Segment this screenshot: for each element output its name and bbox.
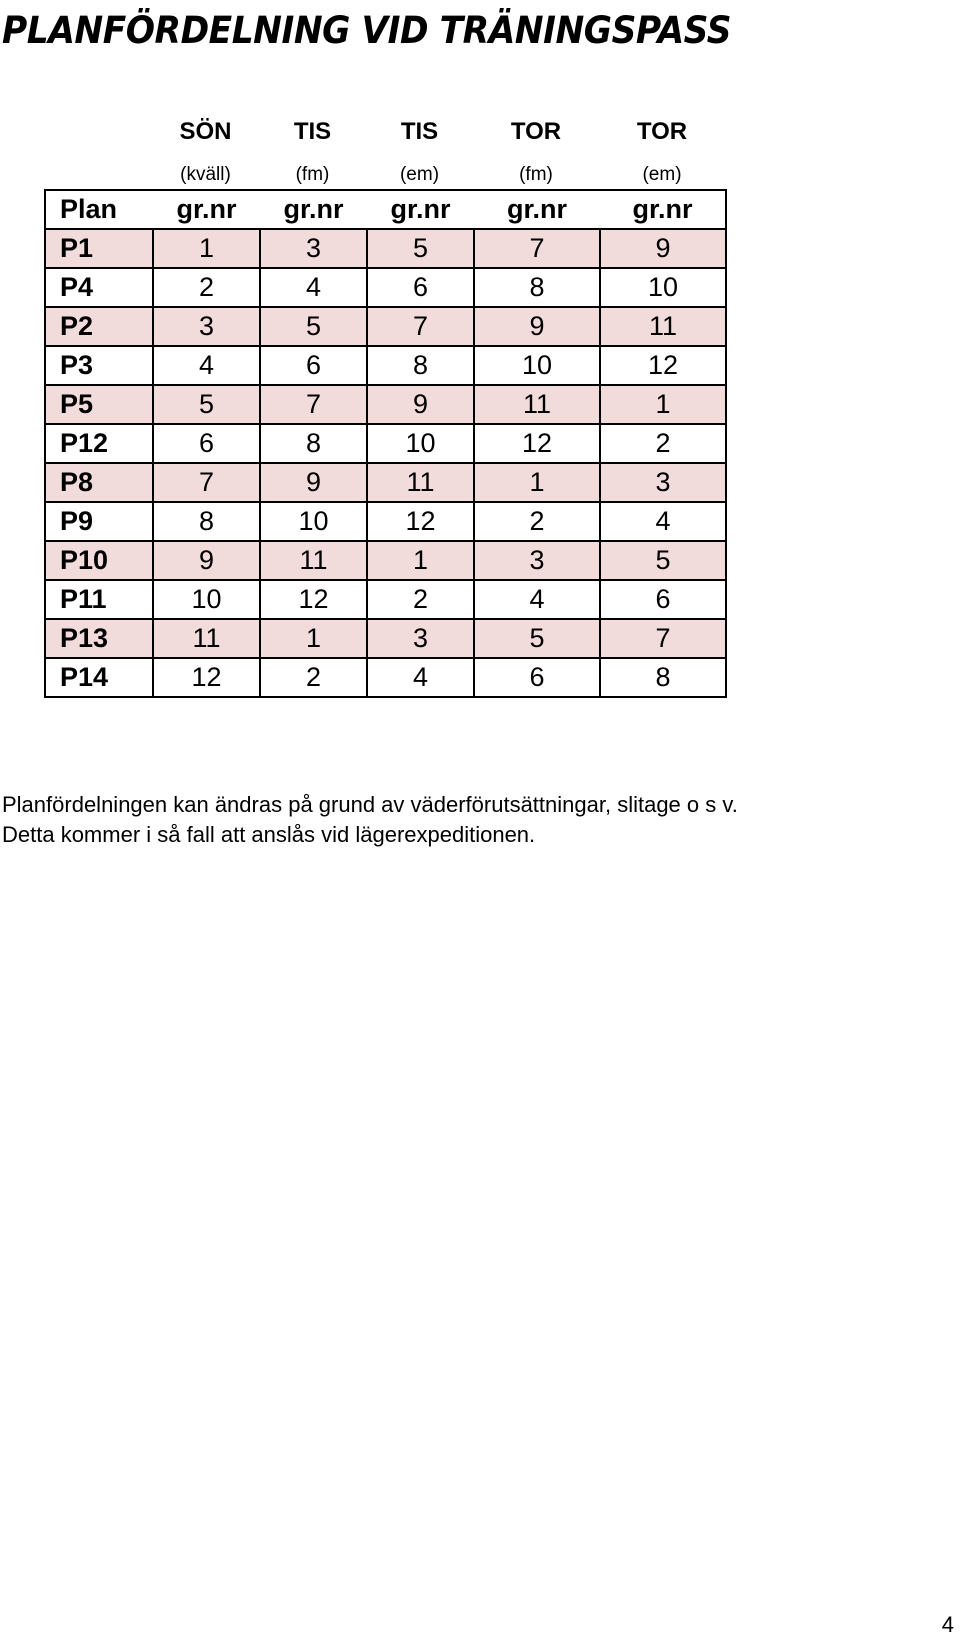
plan-cell: P14 <box>45 658 153 697</box>
group-cell: 5 <box>474 619 600 658</box>
group-cell: 2 <box>260 658 367 697</box>
table-row <box>45 658 726 697</box>
plan-cell: P13 <box>45 619 153 658</box>
group-cell: 7 <box>474 229 600 268</box>
group-cell: 12 <box>260 580 367 619</box>
column-header-group: gr.nr <box>367 190 474 229</box>
group-cell: 4 <box>600 502 726 541</box>
table-row <box>45 619 726 658</box>
group-cell: 7 <box>600 619 726 658</box>
page-number: 4 <box>941 1612 954 1637</box>
note-line-1: Planfördelningen kan ändras på grund av väderförutsättningar, slitage o s v. <box>2 792 738 817</box>
column-header-group: gr.nr <box>260 190 367 229</box>
group-cell: 2 <box>153 268 260 307</box>
note <box>2 790 738 850</box>
plan-cell: P4 <box>45 268 153 307</box>
table-row <box>45 580 726 619</box>
group-cell: 12 <box>367 502 474 541</box>
plan-cell: P2 <box>45 307 153 346</box>
group-cell: 8 <box>474 268 600 307</box>
group-cell: 4 <box>260 268 367 307</box>
field-allocation-table <box>44 189 727 698</box>
group-cell: 10 <box>260 502 367 541</box>
day-label: TIS <box>293 118 332 145</box>
session-label: (fm) <box>519 164 553 185</box>
group-cell: 11 <box>153 619 260 658</box>
session-label: (em) <box>642 164 682 185</box>
group-cell: 1 <box>260 619 367 658</box>
day-label: SÖN <box>179 118 232 145</box>
group-cell: 12 <box>153 658 260 697</box>
group-cell: 5 <box>153 385 260 424</box>
group-cell: 9 <box>153 541 260 580</box>
group-cell: 3 <box>367 619 474 658</box>
group-cell: 1 <box>367 541 474 580</box>
group-cell: 8 <box>600 658 726 697</box>
group-cell: 6 <box>474 658 600 697</box>
group-cell: 11 <box>260 541 367 580</box>
note-line-2: Detta kommer i så fall att anslås vid lägerexpeditionen. <box>2 822 536 847</box>
group-cell: 6 <box>153 424 260 463</box>
day-label: TOR <box>636 118 688 145</box>
column-header-plan: Plan <box>45 190 153 229</box>
group-cell: 9 <box>474 307 600 346</box>
group-cell: 4 <box>153 346 260 385</box>
day-label: TOR <box>510 118 562 145</box>
group-cell: 3 <box>600 463 726 502</box>
group-cell: 7 <box>367 307 474 346</box>
table-row <box>45 502 726 541</box>
group-cell: 1 <box>474 463 600 502</box>
table-row <box>45 229 726 268</box>
group-cell: 2 <box>474 502 600 541</box>
group-cell: 12 <box>600 346 726 385</box>
group-cell: 11 <box>367 463 474 502</box>
group-cell: 4 <box>367 658 474 697</box>
group-cell: 11 <box>474 385 600 424</box>
table-row <box>45 346 726 385</box>
plan-cell: P11 <box>45 580 153 619</box>
group-cell: 6 <box>600 580 726 619</box>
group-cell: 6 <box>367 268 474 307</box>
group-cell: 5 <box>367 229 474 268</box>
column-header-group: gr.nr <box>153 190 260 229</box>
group-cell: 1 <box>600 385 726 424</box>
group-cell: 8 <box>367 346 474 385</box>
plan-cell: P12 <box>45 424 153 463</box>
group-cell: 3 <box>153 307 260 346</box>
table-row <box>45 424 726 463</box>
table-row <box>45 268 726 307</box>
group-cell: 2 <box>600 424 726 463</box>
table-row <box>45 541 726 580</box>
group-cell: 10 <box>153 580 260 619</box>
group-cell: 7 <box>153 463 260 502</box>
plan-cell: P1 <box>45 229 153 268</box>
table-row <box>45 463 726 502</box>
group-cell: 12 <box>474 424 600 463</box>
session-label: (fm) <box>295 164 330 185</box>
group-cell: 6 <box>260 346 367 385</box>
group-cell: 3 <box>260 229 367 268</box>
group-cell: 4 <box>474 580 600 619</box>
group-cell: 1 <box>153 229 260 268</box>
group-cell: 5 <box>600 541 726 580</box>
plan-cell: P10 <box>45 541 153 580</box>
table-row <box>45 307 726 346</box>
group-cell: 11 <box>600 307 726 346</box>
plan-cell: P8 <box>45 463 153 502</box>
group-cell: 9 <box>600 229 726 268</box>
day-label: TIS <box>400 118 439 145</box>
group-cell: 2 <box>367 580 474 619</box>
group-cell: 10 <box>367 424 474 463</box>
column-header-group: gr.nr <box>600 190 726 229</box>
group-cell: 3 <box>474 541 600 580</box>
page-title: PLANFÖRDELNING VID TRÄNINGSPASS <box>2 9 732 52</box>
plan-cell: P9 <box>45 502 153 541</box>
session-label: (em) <box>399 164 440 185</box>
group-cell: 10 <box>474 346 600 385</box>
table-header-row <box>45 190 726 229</box>
group-cell: 9 <box>260 463 367 502</box>
group-cell: 9 <box>367 385 474 424</box>
group-cell: 7 <box>260 385 367 424</box>
plan-cell: P5 <box>45 385 153 424</box>
group-cell: 8 <box>153 502 260 541</box>
session-label: (kväll) <box>180 164 231 185</box>
group-cell: 8 <box>260 424 367 463</box>
table-body <box>45 229 726 697</box>
column-header-group: gr.nr <box>474 190 600 229</box>
group-cell: 10 <box>600 268 726 307</box>
table-row <box>45 385 726 424</box>
group-cell: 5 <box>260 307 367 346</box>
plan-cell: P3 <box>45 346 153 385</box>
